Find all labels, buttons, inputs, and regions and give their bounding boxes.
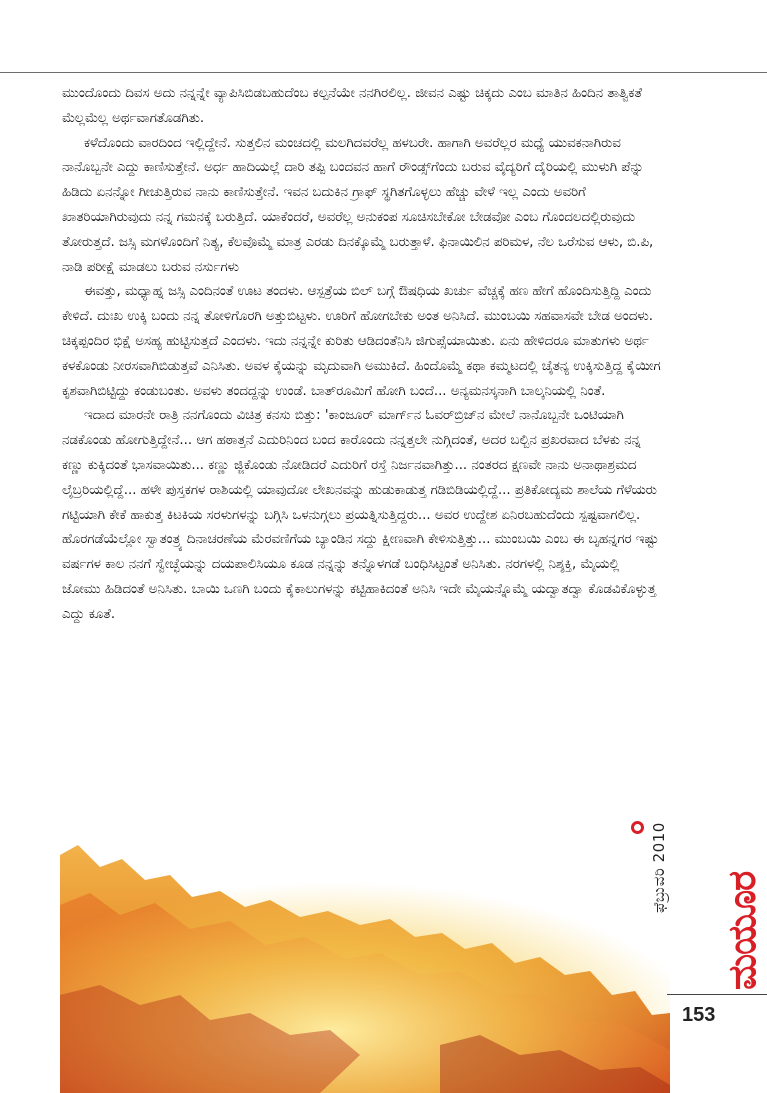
top-divider (0, 72, 767, 73)
issue-date: ಫೆಬ್ರುವರಿ 2010 (650, 822, 668, 913)
paragraph-1: ಮುಂದೊಂದು ದಿವಸ ಅದು ನನ್ನನ್ನೇ ವ್ಯಾಪಿಸಿಬಿಡಬಹುದೆಂಬ ಕಲ್ಪನೆಯೇ ನನಗಿರಲಿಲ್ಲ. ಜೀವನ ಎಷ್ಟು ಚಿಕ್ಕದು ಎಂಬ ಮಾತಿನ ಹಿಂದಿನ ತಾತ್ವಿಕತೆ ಮೆಲ್ಲಮೆಲ್ಲ ಅರ್ಥವಾಗತೊಡಗಿತು. (62, 86, 642, 126)
page-number: 153 (682, 1004, 716, 1026)
paragraph-4: ಇದಾದ ಮಾರನೇ ರಾತ್ರಿ ನನಗೊಂದು ವಿಚಿತ್ರ ಕನಸು ಬಿತ್ತು: 'ಕಾಂಜೂರ್ ಮಾರ್ಗ್‌ನ ಓವರ್‌ಬ್ರಿಜ್‌ನ ಮೇಲೆ ನಾನೊಬ್ಬನೇ ಒಂಟಿಯಾಗಿ ನಡಕೊಂಡು ಹೋಗುತ್ತಿದ್ದೇನೆ... ಆಗ ಹಠಾತ್ತನೆ ಎದುರಿನಿಂದ ಬಂದ ಕಾರೊಂದು ನನ್ನತ್ತಲೇ ನುಗ್ಗಿದಂತೆ, ಅದರ ಬಲ್ಬಿನ ಪ್ರಖರವಾದ ಬೆಳಕು ನನ್ನ ಕಣ್ಣು ಕುಕ್ಕಿದಂತೆ ಭಾಸವಾಯಿತು... ಕಣ್ಣು ಜ್ಜಿಕೊಂಡು ನೋಡಿದರೆ ಎದುರಿಗೆ ರಸ್ತೆ ನಿರ್ಜನವಾಗಿತ್ತು... ನಂತರದ ಕ್ಷಣವೇ ನಾನು ಅನಾಥಾಶ್ರಮದ ಲೈಬ್ರರಿಯಲ್ಲಿದ್ದೆ... ಹಳೇ ಪುಸ್ತಕಗಳ ರಾಶಿಯಲ್ಲಿ ಯಾವುದೋ ಲೇಖನವನ್ನು ಹುಡುಕಾಡುತ್ತ ಗಡಿಬಿಡಿಯಲ್ಲಿದ್ದೆ... ಪ್ರತಿಕೋದ್ಯಮ ಶಾಲೆಯ ಗೆಳೆಯರು ಗಟ್ಟಿಯಾಗಿ ಕೇಕೆ ಹಾಕುತ್ತ ಕಿಟಕಿಯ ಸರಳುಗಳನ್ನು ಬಗ್ಗಿಸಿ ಒಳನುಗ್ಗಲು ಪ್ರಯತ್ನಿಸುತ್ತಿದ್ದರು... ಅವರ ಉದ್ದೇಶ ಏನಿರಬಹುದೆಂದು ಸ್ಪಷ್ಟವಾಗಲಿಲ್ಲ. ಹೊರಗಡೆಯೆಲ್ಲೋ ಸ್ವಾತಂತ್ರ್ಯ ದಿನಾಚರಣೆಯ ಮೆರವಣಿಗೆಯ ಬ್ಯಾಂಡಿನ ಸದ್ದು ಕ್ಷೀಣವಾಗಿ ಕೇಳಿಸುತ್ತಿತ್ತು... ಮುಂಬಯಿ ಎಂಬ ಈ ಬೃಹನ್ನಗರ ಇಷ್ಟು ವರ್ಷಗಳ ಕಾಲ ನನಗೆ ಸ್ವೇಚ್ಛೆಯನ್ನು ದಯಪಾಲಿಸಿಯೂ ಕೂಡ ನನ್ನನ್ನು ತನ್ನೊಳಗಡೆ ಬಂಧಿಸಿಟ್ಟಂತೆ ಅನಿಸಿತು. ನರಗಳಲ್ಲಿ ನಿಶ್ಶಕ್ತಿ, ಮೈಯಲ್ಲಿ ಜೋಮು ಹಿಡಿದಂತೆ ಅನಿಸಿತು. ಬಾಯಿ ಒಣಗಿ ಬಂದು ಕೈಕಾಲುಗಳನ್ನು ಕಟ್ಟಿಹಾಕಿದಂತೆ ಅನಿಸಿ ಇದೇ ಮೈಯನ್ನೊಮ್ಮೆ ಯದ್ವಾತದ್ವಾ ಕೊಡವಿಕೊಳ್ಳುತ್ತ ಎದ್ದು ಕೂತೆ. (62, 408, 659, 622)
paragraph-2: ಕಳೆದೊಂದು ವಾರದಿಂದ ಇಲ್ಲಿದ್ದೇನೆ. ಸುತ್ತಲಿನ ಮಂಚದಲ್ಲಿ ಮಲಗಿದವರೆಲ್ಲ ಹಳಬರೇ. ಹಾಗಾಗಿ ಅವರೆಲ್ಲರ ಮಧ್ಯೆ ಯುವಕನಾಗಿರುವ ನಾನೊಬ್ಬನೇ ಎದ್ದು ಕಾಣಿಸುತ್ತೇನೆ. ಅರ್ಧ ಹಾದಿಯಲ್ಲೆ ದಾರಿ ತಪ್ಪಿ ಬಂದವನ ಹಾಗೆ ರೌಂಡ್ಸ್‌ಗೆಂದು ಬರುವ ವೈದ್ಯರಿಗೆ ದೈರಿಯಲ್ಲಿ ಮುಳುಗಿ ಪೆನ್ನು ಹಿಡಿದು ಏನನ್ನೋ ಗೀಚುತ್ತಿರುವ ನಾನು ಕಾಣಿಸುತ್ತೇನೆ. ಇವನ ಬದುಕಿನ ಗ್ರಾಫ್ ಸ್ಥಗಿತಗೊಳ್ಳಲು ಹೆಚ್ಚು ವೇಳೆ ಇಲ್ಲ ಎಂದು ಅವರಿಗೆ ಖಾತರಿಯಾಗಿರುವುದು ನನ್ನ ಗಮನಕ್ಕೆ ಬರುತ್ತಿದೆ. ಯಾಕೆಂದರೆ, ಅವರೆಲ್ಲ ಅನುಕಂಪ ಸೂಚಿಸಬೇಕೋ ಬೇಡವೋ ಎಂಬ ಗೊಂದಲದಲ್ಲಿರುವುದು ತೋರುತ್ತದೆ. ಜಸ್ಸಿ ಮಗಳೊಂದಿಗೆ ನಿತ್ಯ, ಕೆಲವೊಮ್ಮೆ ಮಾತ್ರ ಎರಡು ದಿನಕ್ಕೊಮ್ಮೆ ಬರುತ್ತಾಳೆ. ಫಿನಾಯಿಲಿನ ಪರಿಮಳ, ನೆಲ ಒರೆಸುವ ಆಳು, ಬಿ.ಪಿ, ನಾಡಿ ಪರೀಕ್ಷೆ ಮಾಡಲು ಬರುವ ನರ್ಸುಗಳು (62, 135, 654, 275)
article-body (62, 82, 662, 628)
red-ring-icon (631, 821, 644, 834)
fire-illustration (60, 845, 670, 1093)
magazine-logo: ಮಯೂರ (720, 871, 764, 990)
paragraph-3: ಈವತ್ತು, ಮಧ್ಯಾಹ್ನ ಜಸ್ಸಿ ಎಂದಿನಂತೆ ಊಟ ತಂದಳು. ಆಸ್ಪತ್ರೆಯ ಬಿಲ್ ಬಗ್ಗೆ ಔಷಧಿಯ ಖರ್ಚು ವೆಚ್ಚಕ್ಕೆ ಹಣ ಹೇಗೆ ಹೊಂದಿಸುತ್ತಿದ್ದಿ ಎಂದು ಕೇಳಿದೆ. ದುಃಖ ಉಕ್ಕಿ ಬಂದು ನನ್ನ ತೋಳಿಗೊರಗಿ ಅತ್ತುಬಿಟ್ಟಳು. ಊರಿಗೆ ಹೋಗಬೇಕು ಅಂತ ಅನಿಸಿದೆ. ಮುಂಬಯಿ ಸಹವಾಸವೇ ಬೇಡ ಅಂದಳು. ಚಿಕ್ಕಪ್ಪಂದಿರ ಭಿಕ್ಷೆ ಅಸಹ್ಯ ಹುಟ್ಟಿಸುತ್ತದೆ ಎಂದಳು. ಇದು ನನ್ನನ್ನೇ ಕುರಿತು ಆಡಿದಂತೆನಿಸಿ ಜಿಗುಪ್ಸೆಯಾಯಿತು. ಏನು ಹೇಳಿದರೂ ಮಾತುಗಳು ಅರ್ಥ ಕಳಕೊಂಡು ನೀರಸವಾಗಿಬಿಡುತ್ತವೆ ಎನಿಸಿತು. ಅವಳ ಕೈಯನ್ನು ಮೃದುವಾಗಿ ಅಮುಕಿದೆ. ಹಿಂದೊಮ್ಮೆ ಕಥಾ ಕಮ್ಮಟದಲ್ಲಿ ಚೈತನ್ಯ ಉಕ್ಕಿಸುತ್ತಿದ್ದ ಕೈಯೀಗ ಕೃಶವಾಗಿಬಿಟ್ಟಿದ್ದು ಕಂಡುಬಂತು. ಅವಳು ತಂದದ್ದನ್ನು ಉಂಡೆ. ಬಾತ್‌ರೂಮಿಗೆ ಹೋಗಿ ಬಂದೆ... ಅನ್ಯಮನಸ್ಕನಾಗಿ ಬಾಲ್ಕನಿಯಲ್ಲಿ ನಿಂತೆ. (62, 284, 661, 399)
page-number-divider (667, 994, 767, 995)
